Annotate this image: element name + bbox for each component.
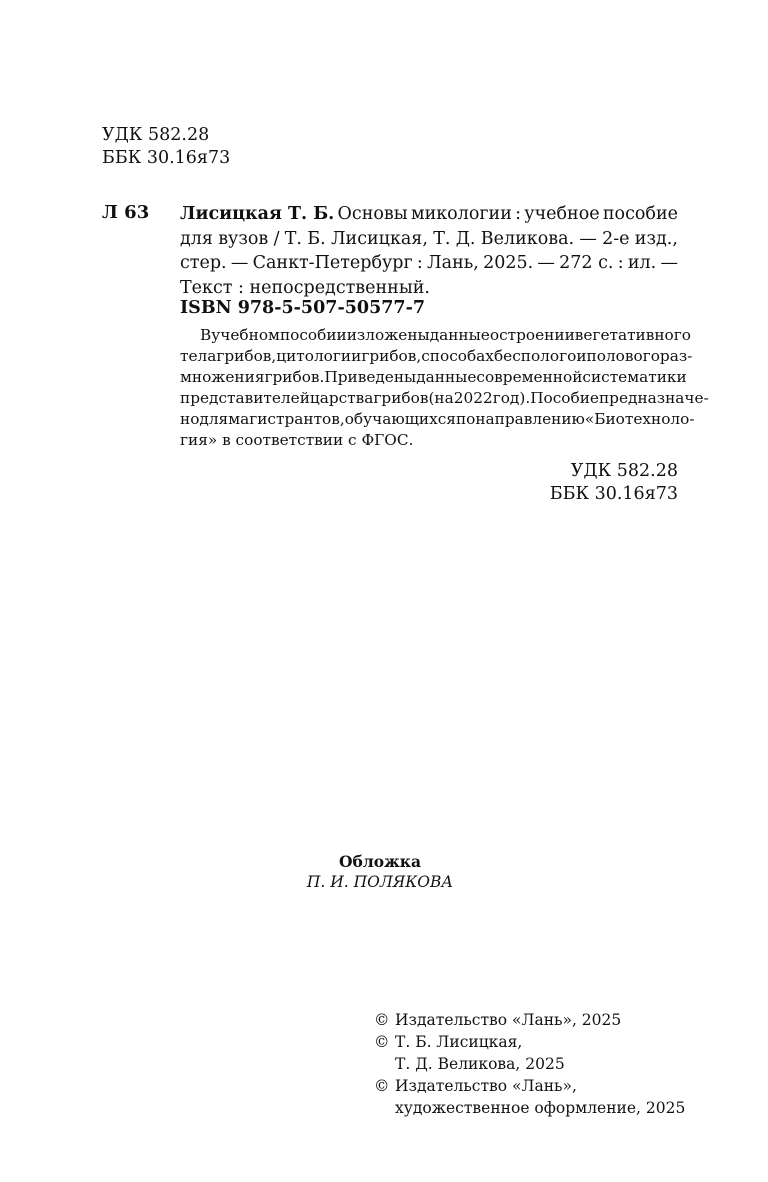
word: полового bbox=[586, 347, 660, 365]
copyright-text: Издательство «Лань», 2025 bbox=[395, 1011, 622, 1029]
word: вузов bbox=[218, 228, 269, 249]
word: грибов, bbox=[361, 347, 422, 365]
word: Т. bbox=[433, 228, 451, 249]
word: строении bbox=[499, 326, 575, 344]
isbn: ISBN 978-5-507-50577-7 bbox=[180, 298, 426, 318]
word: Т. bbox=[284, 228, 302, 249]
word: — bbox=[660, 253, 678, 273]
annotation-line-6: гия» в соответствии с ФГОС. bbox=[180, 431, 414, 449]
word: грибов. bbox=[264, 368, 325, 386]
word: пособие bbox=[602, 204, 678, 224]
copyright-symbol: © bbox=[374, 1077, 390, 1095]
word: по bbox=[455, 410, 476, 428]
word: систематики bbox=[582, 368, 687, 386]
word: Приведены bbox=[324, 368, 417, 386]
word: ил. bbox=[627, 253, 657, 273]
word: стер. bbox=[180, 253, 227, 273]
word: Д. bbox=[455, 228, 476, 249]
udk-code: УДК 582.28 bbox=[102, 125, 210, 145]
word: раз- bbox=[659, 347, 693, 365]
word: : bbox=[515, 204, 522, 224]
word: учебном bbox=[211, 326, 280, 344]
word: обучающихся bbox=[344, 410, 456, 428]
word: грибов bbox=[373, 389, 429, 407]
word: множения bbox=[180, 368, 265, 386]
annotation-line-4 bbox=[180, 388, 709, 409]
copyright-line bbox=[374, 1097, 685, 1119]
word: бесполого bbox=[493, 347, 577, 365]
word: предназначе- bbox=[598, 389, 709, 407]
author-name: Лисицкая Т. Б. bbox=[180, 204, 335, 224]
word: учебное bbox=[524, 204, 600, 224]
udk-code: УДК 582.28 bbox=[570, 461, 678, 481]
annotation bbox=[180, 325, 709, 451]
word: вегетативного bbox=[574, 326, 691, 344]
copyright-line bbox=[374, 1009, 685, 1031]
annotation-line-3 bbox=[180, 367, 687, 388]
bbk-code: ББК 30.16я73 bbox=[549, 484, 678, 504]
word: Лань, bbox=[427, 253, 479, 273]
copyright-symbol bbox=[374, 1097, 395, 1119]
word: направлению bbox=[475, 410, 585, 428]
word: данные bbox=[429, 326, 490, 344]
biblio-line-3 bbox=[180, 251, 678, 276]
word: Санкт-Петербург bbox=[252, 253, 413, 273]
word: : bbox=[617, 253, 624, 273]
copyright-text: Т. Б. Лисицкая, bbox=[395, 1033, 523, 1051]
word: и bbox=[576, 347, 587, 365]
word: «Биотехноло- bbox=[584, 410, 695, 428]
word: — bbox=[230, 253, 249, 273]
word: (на bbox=[428, 389, 454, 407]
copyright-text: Т. Д. Великова, 2025 bbox=[395, 1055, 565, 1073]
word: но bbox=[180, 410, 200, 428]
word: изд., bbox=[634, 228, 678, 249]
cover-credit bbox=[230, 851, 530, 893]
word: — bbox=[537, 253, 555, 273]
word: 272 с. bbox=[559, 253, 614, 273]
udk-bbk-bottom bbox=[550, 460, 678, 506]
word: 2022 bbox=[453, 389, 493, 407]
copyright-symbol bbox=[374, 1053, 395, 1075]
word: для bbox=[180, 228, 213, 249]
word: грибов, bbox=[216, 347, 277, 365]
author-mark: Л 63 bbox=[102, 202, 150, 223]
word: представителей bbox=[180, 389, 310, 407]
annotation-line-2 bbox=[180, 346, 693, 367]
copyright-symbol: © bbox=[374, 1011, 390, 1029]
copyright-block bbox=[374, 1009, 685, 1119]
biblio-line-4: Текст : непосредственный. bbox=[180, 277, 430, 298]
word: Лисицкая, bbox=[330, 228, 428, 249]
word: Б. bbox=[307, 228, 326, 249]
word: царства bbox=[309, 389, 374, 407]
word: : bbox=[416, 253, 423, 273]
word: для bbox=[199, 410, 229, 428]
word: о bbox=[489, 326, 500, 344]
bbk-code: ББК 30.16я73 bbox=[102, 148, 231, 168]
word: цитологии bbox=[276, 347, 362, 365]
word: пособии bbox=[279, 326, 347, 344]
biblio-line-2 bbox=[180, 227, 678, 252]
word: микологии bbox=[410, 204, 512, 224]
annotation-line-1 bbox=[180, 325, 691, 346]
word: / bbox=[273, 228, 280, 249]
copyright-line bbox=[374, 1053, 685, 1075]
biblio-line-1 bbox=[180, 202, 678, 227]
cover-designer-name: П. И. ПОЛЯКОВА bbox=[306, 873, 454, 891]
word: тела bbox=[180, 347, 217, 365]
copyright-text: художественное оформление, 2025 bbox=[395, 1099, 686, 1117]
copyright-symbol: © bbox=[374, 1033, 390, 1051]
word: 2025. bbox=[483, 253, 534, 273]
word: год). bbox=[492, 389, 531, 407]
word: Великова. bbox=[480, 228, 575, 249]
word: Основы bbox=[337, 204, 408, 224]
annotation-line-5 bbox=[180, 409, 695, 430]
word: — bbox=[579, 228, 597, 249]
udk-bbk-top bbox=[102, 124, 230, 170]
word: данные bbox=[416, 368, 477, 386]
word: способах bbox=[421, 347, 494, 365]
word: изложены bbox=[346, 326, 430, 344]
word: современной bbox=[476, 368, 583, 386]
cover-label: Обложка bbox=[339, 852, 421, 871]
copyright-text: Издательство «Лань», bbox=[395, 1077, 577, 1095]
word: Пособие bbox=[530, 389, 599, 407]
word: В bbox=[200, 326, 212, 344]
copyright-line bbox=[374, 1075, 685, 1097]
word: 2-е bbox=[602, 228, 630, 249]
bibliographic-description bbox=[180, 202, 678, 300]
copyright-line bbox=[374, 1031, 685, 1053]
word: магистрантов, bbox=[228, 410, 345, 428]
